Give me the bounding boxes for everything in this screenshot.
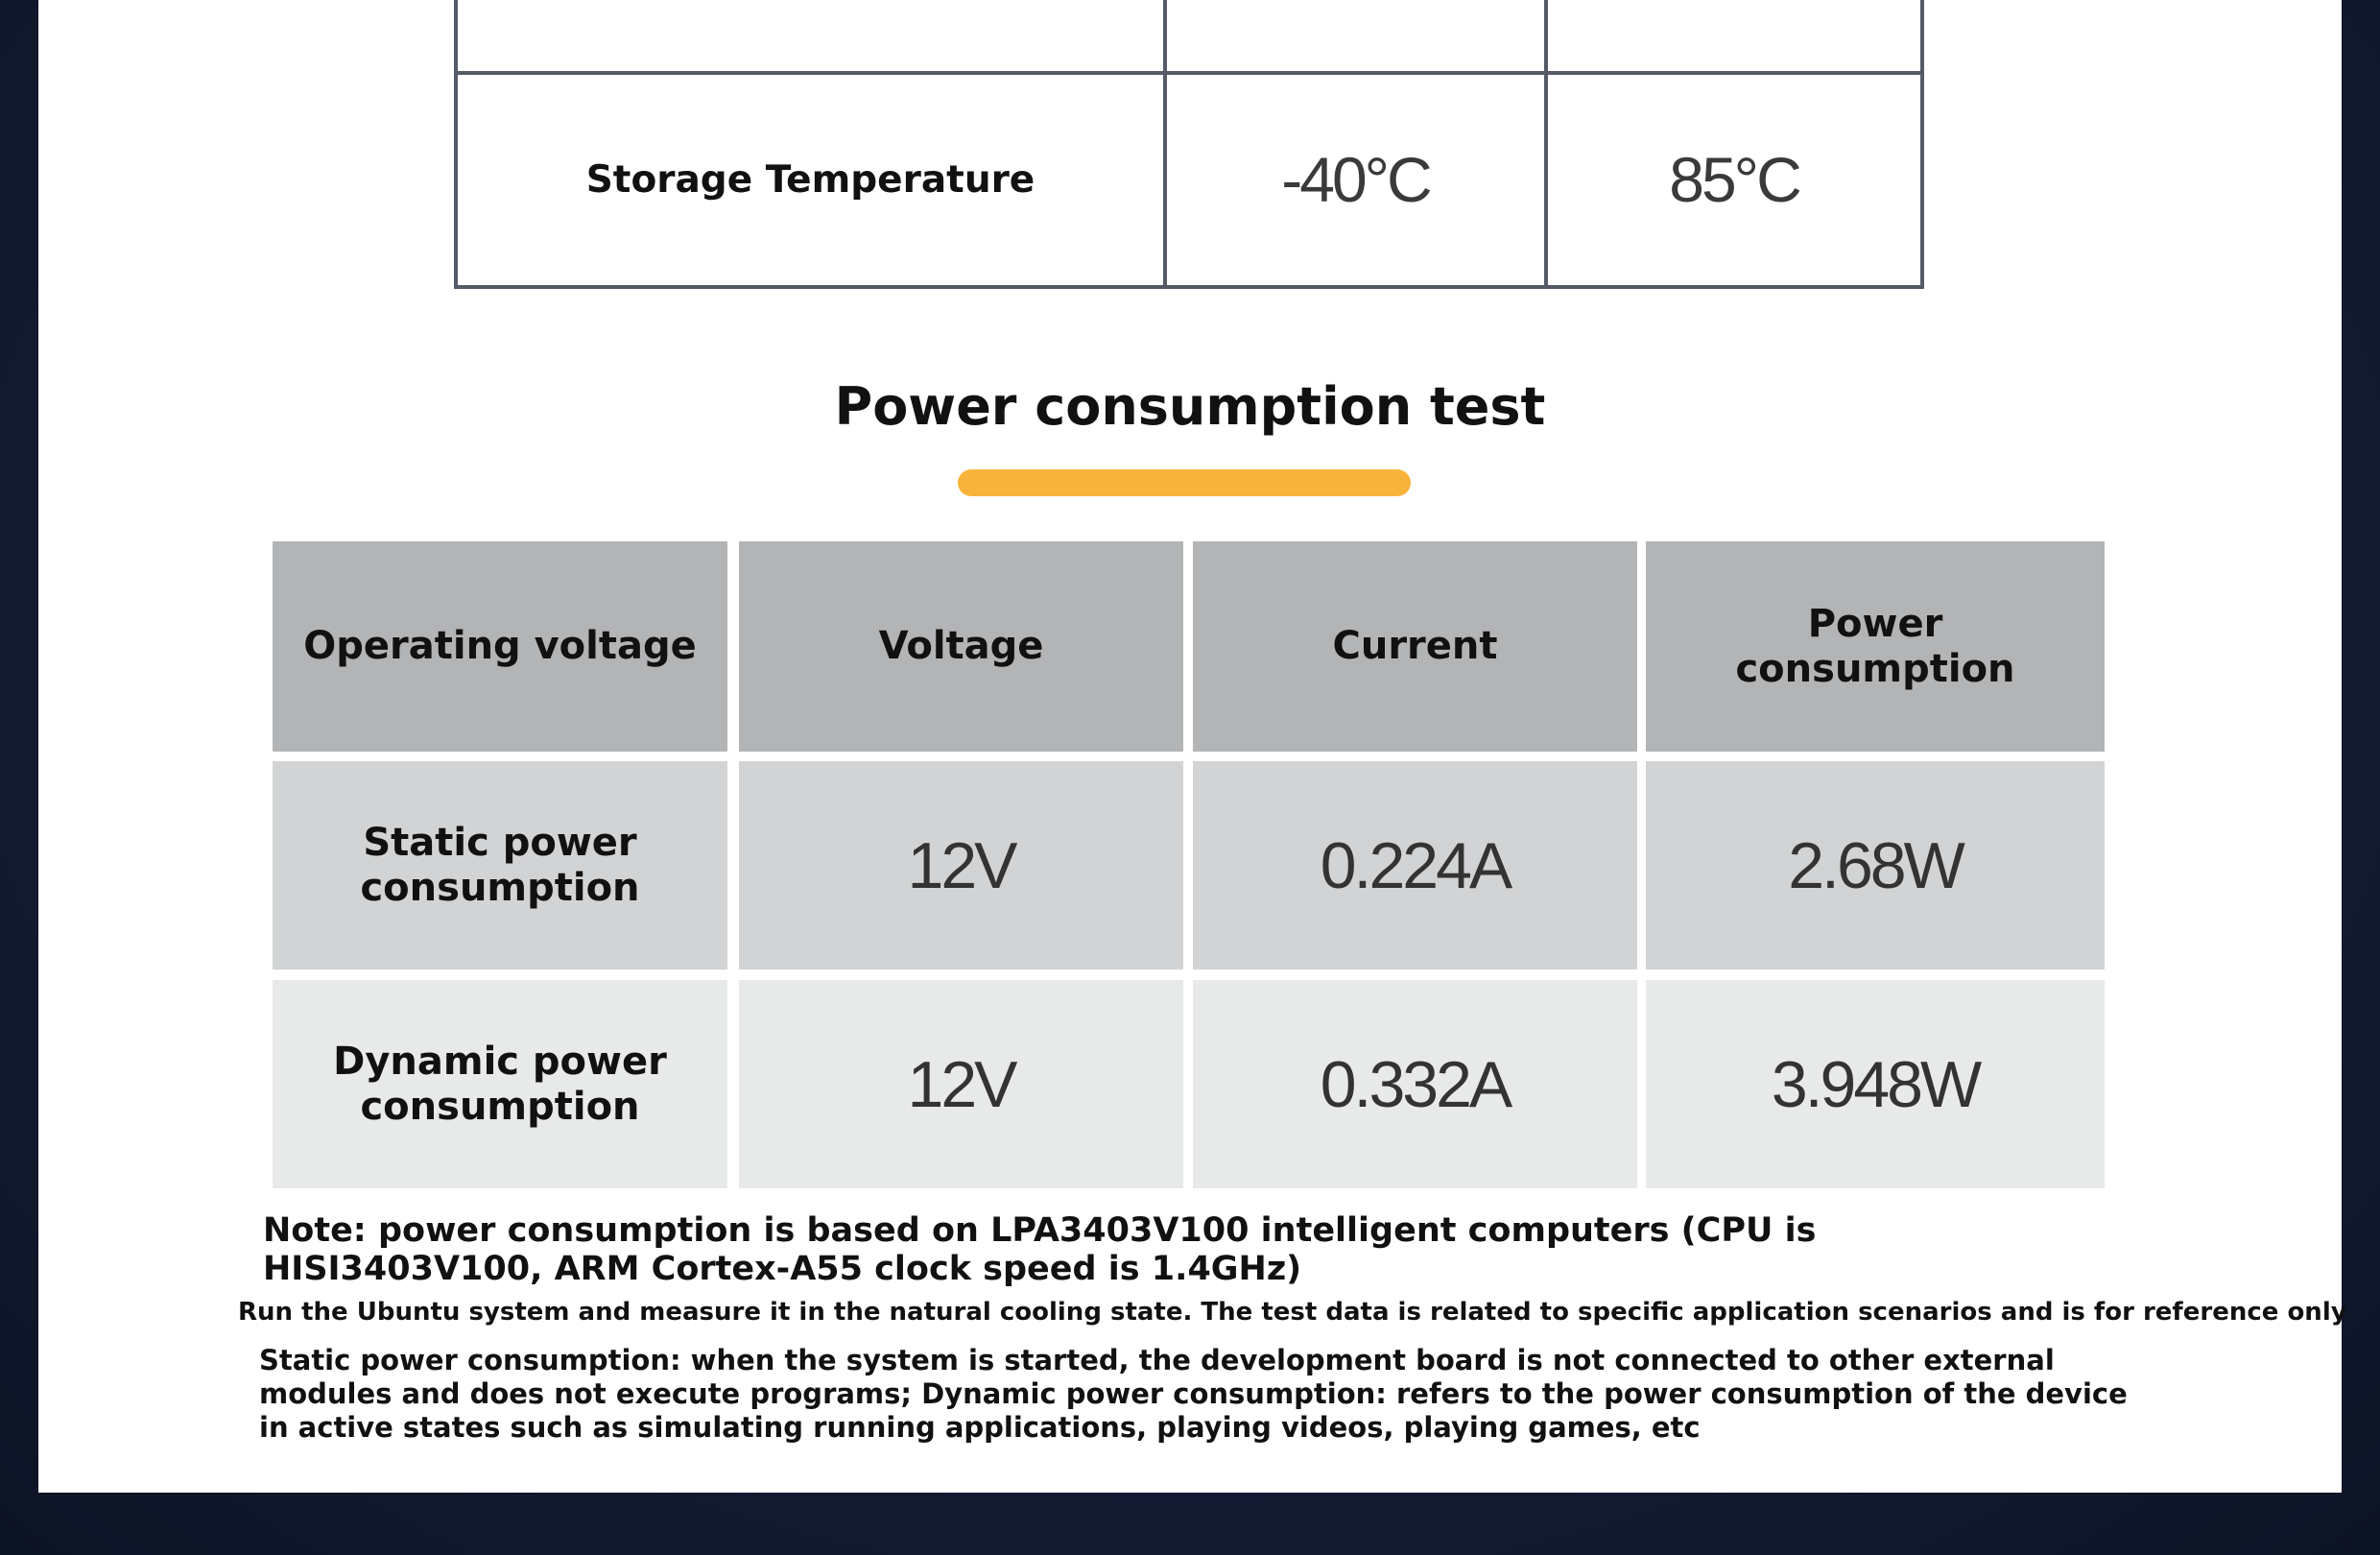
table-row: [456, 73, 1922, 287]
table-row: [456, 0, 1922, 73]
storage-temperature-min: -40°C: [1165, 73, 1546, 287]
title-underline: [958, 469, 1411, 496]
header-operating-voltage: Operating voltage: [273, 541, 727, 752]
dynamic-current: 0.332A: [1193, 980, 1637, 1188]
content-panel: [38, 0, 2347, 1493]
note-test-conditions: Run the Ubuntu system and measure it in the natural cooling state. The test data is related to specific application scenarios and is for reference only: [238, 1298, 2347, 1327]
table-cell: [1546, 0, 1922, 73]
static-row-label: [273, 761, 727, 969]
table-cell: [456, 0, 1165, 73]
header-power-consumption: [1646, 541, 2105, 752]
temperature-table: [454, 0, 1924, 289]
dynamic-power: 3.948W: [1646, 980, 2105, 1188]
note-definitions: Static power consumption: when the system is started, the development board is not connected to other external modules and does not execute programs; Dynamic power consumption: refers to the power consumption of the device in active states such as simulating running applications, playing videos, playing games, etc: [259, 1344, 2128, 1444]
table-cell: [1165, 0, 1546, 73]
dynamic-row-label-text: Dynamic power consumption: [333, 1039, 667, 1129]
static-row-label-text: Static power consumption: [360, 820, 640, 910]
static-power: 2.68W: [1646, 761, 2105, 969]
dynamic-row-label: [273, 980, 727, 1188]
note-hardware: Note: power consumption is based on LPA3403V100 intelligent computers (CPU is HISI3403V100, ARM Cortex-A55 clock speed is 1.4GHz): [263, 1211, 1817, 1288]
section-title: Power consumption test: [834, 376, 1546, 437]
header-voltage: Voltage: [739, 541, 1183, 752]
header-power-consumption-text: Power consumption: [1735, 601, 2015, 691]
static-current: 0.224A: [1193, 761, 1637, 969]
storage-temperature-max: 85°C: [1546, 73, 1922, 287]
storage-temperature-label: Storage Temperature: [456, 73, 1165, 287]
static-voltage: 12V: [739, 761, 1183, 969]
dynamic-voltage: 12V: [739, 980, 1183, 1188]
header-current: Current: [1193, 541, 1637, 752]
